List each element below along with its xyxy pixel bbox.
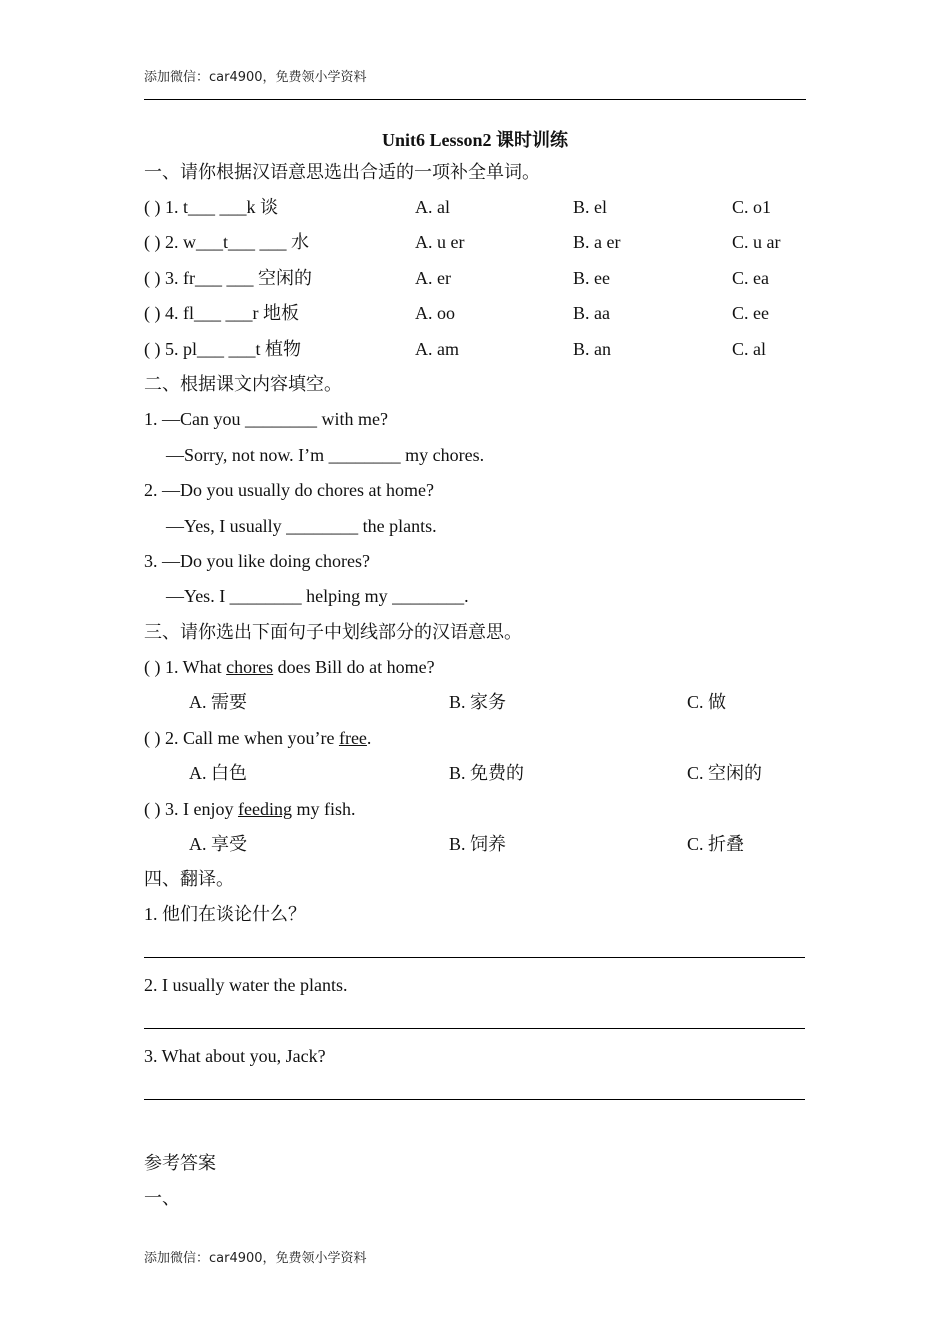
section3-question-2 <box>144 727 371 749</box>
option-c: C. ee <box>732 303 769 323</box>
section1-heading: 一、请你根据汉语意思选出合适的一项补全单词。 <box>144 162 540 182</box>
option-c: C. ea <box>732 268 769 288</box>
answer-line <box>144 957 805 958</box>
question-pre: ( ) 3. I enjoy <box>144 799 238 819</box>
page-title: Unit6 Lesson2 课时训练 <box>381 130 569 150</box>
option-b: B. 家务 <box>449 692 507 712</box>
page-header: 添加微信：car4900，免费领小学资料 <box>144 70 367 85</box>
section3-question-3 <box>144 798 355 820</box>
option-b: B. el <box>573 197 607 217</box>
option-b: B. aa <box>573 303 610 323</box>
translation-item: 1. 他们在谈论什么？ <box>144 904 306 924</box>
dialogue-line: —Yes. I ________ helping my ________. <box>166 586 469 606</box>
question-text: ( ) 1. t___ ___k 谈 <box>144 197 278 217</box>
answers-heading: 参考答案 <box>144 1153 216 1173</box>
question-text: ( ) 2. w___t___ ___ 水 <box>144 232 309 252</box>
option-b: B. an <box>573 339 611 359</box>
translation-item: 2. I usually water the plants. <box>144 975 348 995</box>
answers-sub: 一、 <box>144 1188 180 1208</box>
dialogue-line: —Yes, I usually ________ the plants. <box>166 516 437 536</box>
option-c: C. u ar <box>732 232 781 252</box>
option-a: A. am <box>415 339 459 359</box>
question-post: my fish. <box>291 799 356 819</box>
question-pre: ( ) 1. What <box>144 657 227 677</box>
option-b: B. a er <box>573 232 621 252</box>
option-a: A. al <box>415 197 450 217</box>
question-post: does Bill do at home? <box>273 657 435 677</box>
section4-heading: 四、翻译。 <box>144 869 234 889</box>
dialogue-line: 2. —Do you usually do chores at home? <box>144 480 434 500</box>
answer-line <box>144 1028 805 1029</box>
option-c: C. al <box>732 339 766 359</box>
option-c: C. 空闲的 <box>687 763 763 783</box>
page-footer: 添加微信：car4900，免费领小学资料 <box>144 1251 367 1266</box>
section3-heading: 三、请你选出下面句子中划线部分的汉语意思。 <box>144 622 522 642</box>
section2-heading: 二、根据课文内容填空。 <box>144 374 342 394</box>
dialogue-line: 3. —Do you like doing chores? <box>144 551 370 571</box>
question-text: ( ) 5. pl___ ___t 植物 <box>144 339 301 359</box>
option-a: A. 白色 <box>189 763 247 783</box>
question-pre: ( ) 2. Call me when you’re <box>144 728 339 748</box>
answer-line <box>144 1099 805 1100</box>
option-a: A. er <box>415 268 451 288</box>
section3-question-1 <box>144 656 435 678</box>
option-c: C. 折叠 <box>687 834 745 854</box>
option-c: C. 做 <box>687 692 727 712</box>
header-rule <box>144 99 806 100</box>
option-b: B. 免费的 <box>449 763 525 783</box>
option-b: B. ee <box>573 268 610 288</box>
question-text: ( ) 3. fr___ ___ 空闲的 <box>144 268 312 288</box>
option-a: A. u er <box>415 232 465 252</box>
option-a: A. oo <box>415 303 455 323</box>
translation-item: 3. What about you, Jack? <box>144 1046 326 1066</box>
question-post: . <box>366 728 372 748</box>
dialogue-line: 1. —Can you ________ with me? <box>144 409 388 429</box>
underlined-word: free <box>338 728 367 748</box>
underlined-word: feeding <box>237 799 292 819</box>
option-b: B. 饲养 <box>449 834 507 854</box>
option-a: A. 需要 <box>189 692 247 712</box>
question-text: ( ) 4. fl___ ___r 地板 <box>144 303 299 323</box>
underlined-word: chores <box>226 657 274 677</box>
dialogue-line: —Sorry, not now. I’m ________ my chores. <box>166 445 485 465</box>
option-c: C. o1 <box>732 197 772 217</box>
option-a: A. 享受 <box>189 834 247 854</box>
